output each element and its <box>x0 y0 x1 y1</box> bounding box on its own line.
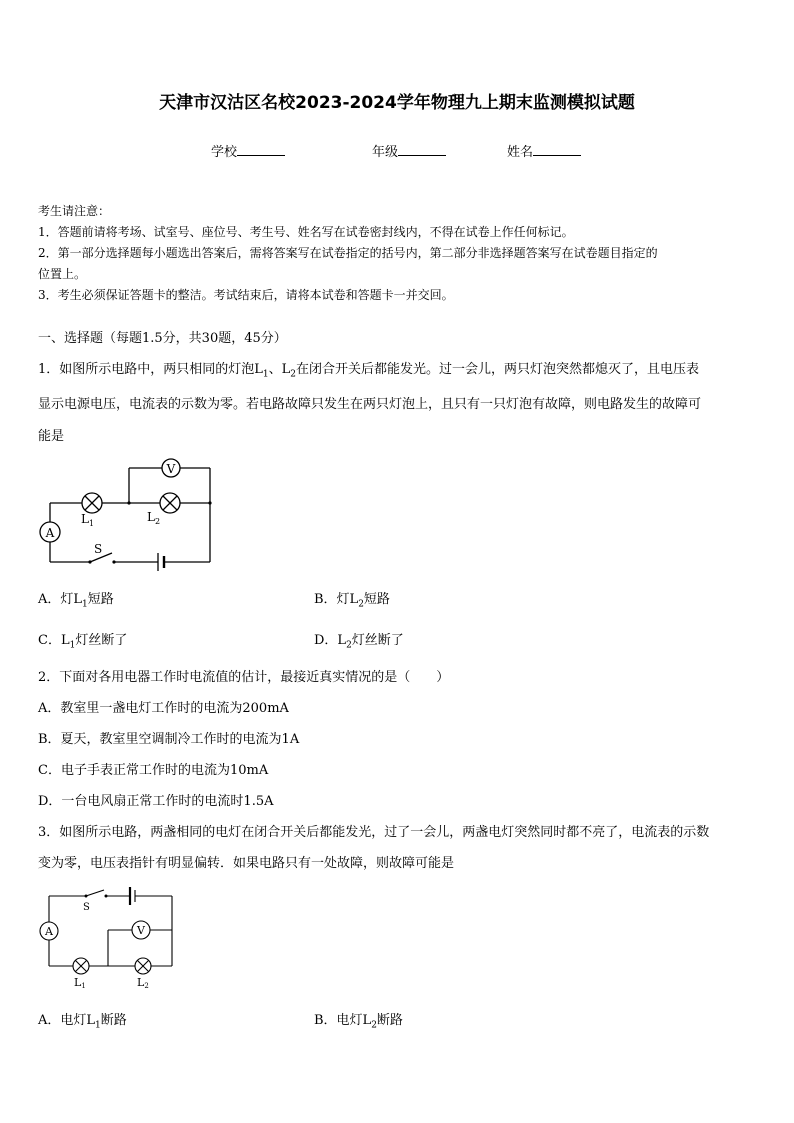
q1-stem-line1: 1．如图所示电路中，两只相同的灯泡$L_1$、$L_2$在闭合开关后都能发光。过一会儿，两只灯泡突然都熄灭了，且电压表 <box>38 362 700 380</box>
name-blank[interactable] <box>533 143 581 156</box>
notice-item-2-cont: 位置上。 <box>38 267 87 281</box>
section-heading: 一、选择题（每题1.5分，共30题，45分） <box>38 331 287 346</box>
q1-option-c[interactable]: C．$L_1$灯丝断了 <box>38 633 128 651</box>
grade-label: 年级 <box>372 145 399 160</box>
svg-text:V: V <box>137 924 145 937</box>
q3-ammeter <box>40 922 58 940</box>
q1-circuit-diagram <box>34 452 214 572</box>
q3-option-a[interactable]: A．电灯$L_1$断路 <box>38 1013 127 1031</box>
q3-stem-line1: 3．如图所示电路，两盏相同的电灯在闭合开关后都能发光，过了一会儿，两盏电灯突然同时都不亮了，电流表的示数 <box>38 825 710 840</box>
q2-stem: 2．下面对各用电器工作时电流值的估计，最接近真实情况的是（ ） <box>38 670 450 685</box>
q1-lamp-l2 <box>160 493 180 513</box>
svg-text:A: A <box>45 526 55 540</box>
q1-stem-line2: 显示电源电压，电流表的示数为零。若电路故障只发生在两只灯泡上，且只有一只灯泡有故障，则电路发生的故障可 <box>38 397 702 412</box>
q2-option-d[interactable]: D．一台电风扇正常工作时的电流时1.5A <box>38 794 274 809</box>
school-blank[interactable] <box>237 143 285 156</box>
q2-option-b[interactable]: B．夏天，教室里空调制冷工作时的电流为1A <box>38 732 300 747</box>
svg-text:A: A <box>45 925 53 938</box>
grade-field <box>372 141 446 160</box>
q2-option-c[interactable]: C．电子手表正常工作时的电流为10mA <box>38 763 269 778</box>
q3-voltmeter <box>132 921 150 939</box>
q1-stem-line3: 能是 <box>38 429 65 444</box>
q1-option-d[interactable]: D．$L_2$灯丝断了 <box>314 633 404 651</box>
name-label: 姓名 <box>507 145 534 160</box>
q3-l2-label: L2 <box>137 976 149 990</box>
q3-option-b[interactable]: B．电灯$L_2$断路 <box>314 1013 403 1031</box>
name-field <box>507 141 581 160</box>
q1-lamp-l1 <box>82 493 102 513</box>
school-label: 学校 <box>211 145 238 160</box>
q2-option-a[interactable]: A．教室里一盏电灯工作时的电流为200mA <box>38 701 289 716</box>
notice-item-2: 2．第一部分选择题每小题选出答案后，需将答案写在试卷指定的括号内，第二部分非选择题答案写在试卷题目指定的 <box>38 246 658 260</box>
q1-option-a[interactable]: A．灯$L_1$短路 <box>38 592 114 610</box>
grade-blank[interactable] <box>398 143 446 156</box>
q3-l1-label: L1 <box>74 976 86 990</box>
notice-heading: 考生请注意： <box>38 204 111 218</box>
notice-item-3: 3．考生必须保证答题卡的整洁。考试结束后，请将本试卷和答题卡一并交回。 <box>38 288 454 302</box>
q1-ammeter <box>40 522 60 542</box>
q1-l2-label: $L_2$ <box>147 510 161 526</box>
notice-item-1: 1．答题前请将考场、试室号、座位号、考生号、姓名写在试卷密封线内，不得在试卷上作任何标记。 <box>38 225 574 239</box>
q1-voltmeter <box>162 459 180 477</box>
svg-text:V: V <box>166 462 176 476</box>
q1-option-b[interactable]: B．灯$L_2$短路 <box>314 592 390 610</box>
q1-l1-label: $L_1$ <box>81 512 95 528</box>
q3-stem-line2: 变为零，电压表指针有明显偏转．如果电路只有一处故障，则故障可能是 <box>38 856 455 871</box>
q3-lamp-l2 <box>135 958 151 974</box>
page-title: 天津市汉沽区名校2023-2024学年物理九上期末监测模拟试题 <box>159 93 635 113</box>
q3-lamp-l1 <box>73 958 89 974</box>
q3-switch-label: S <box>83 902 90 913</box>
q1-switch-label: S <box>94 542 103 556</box>
q3-circuit-diagram <box>36 884 181 996</box>
school-field <box>211 141 285 160</box>
